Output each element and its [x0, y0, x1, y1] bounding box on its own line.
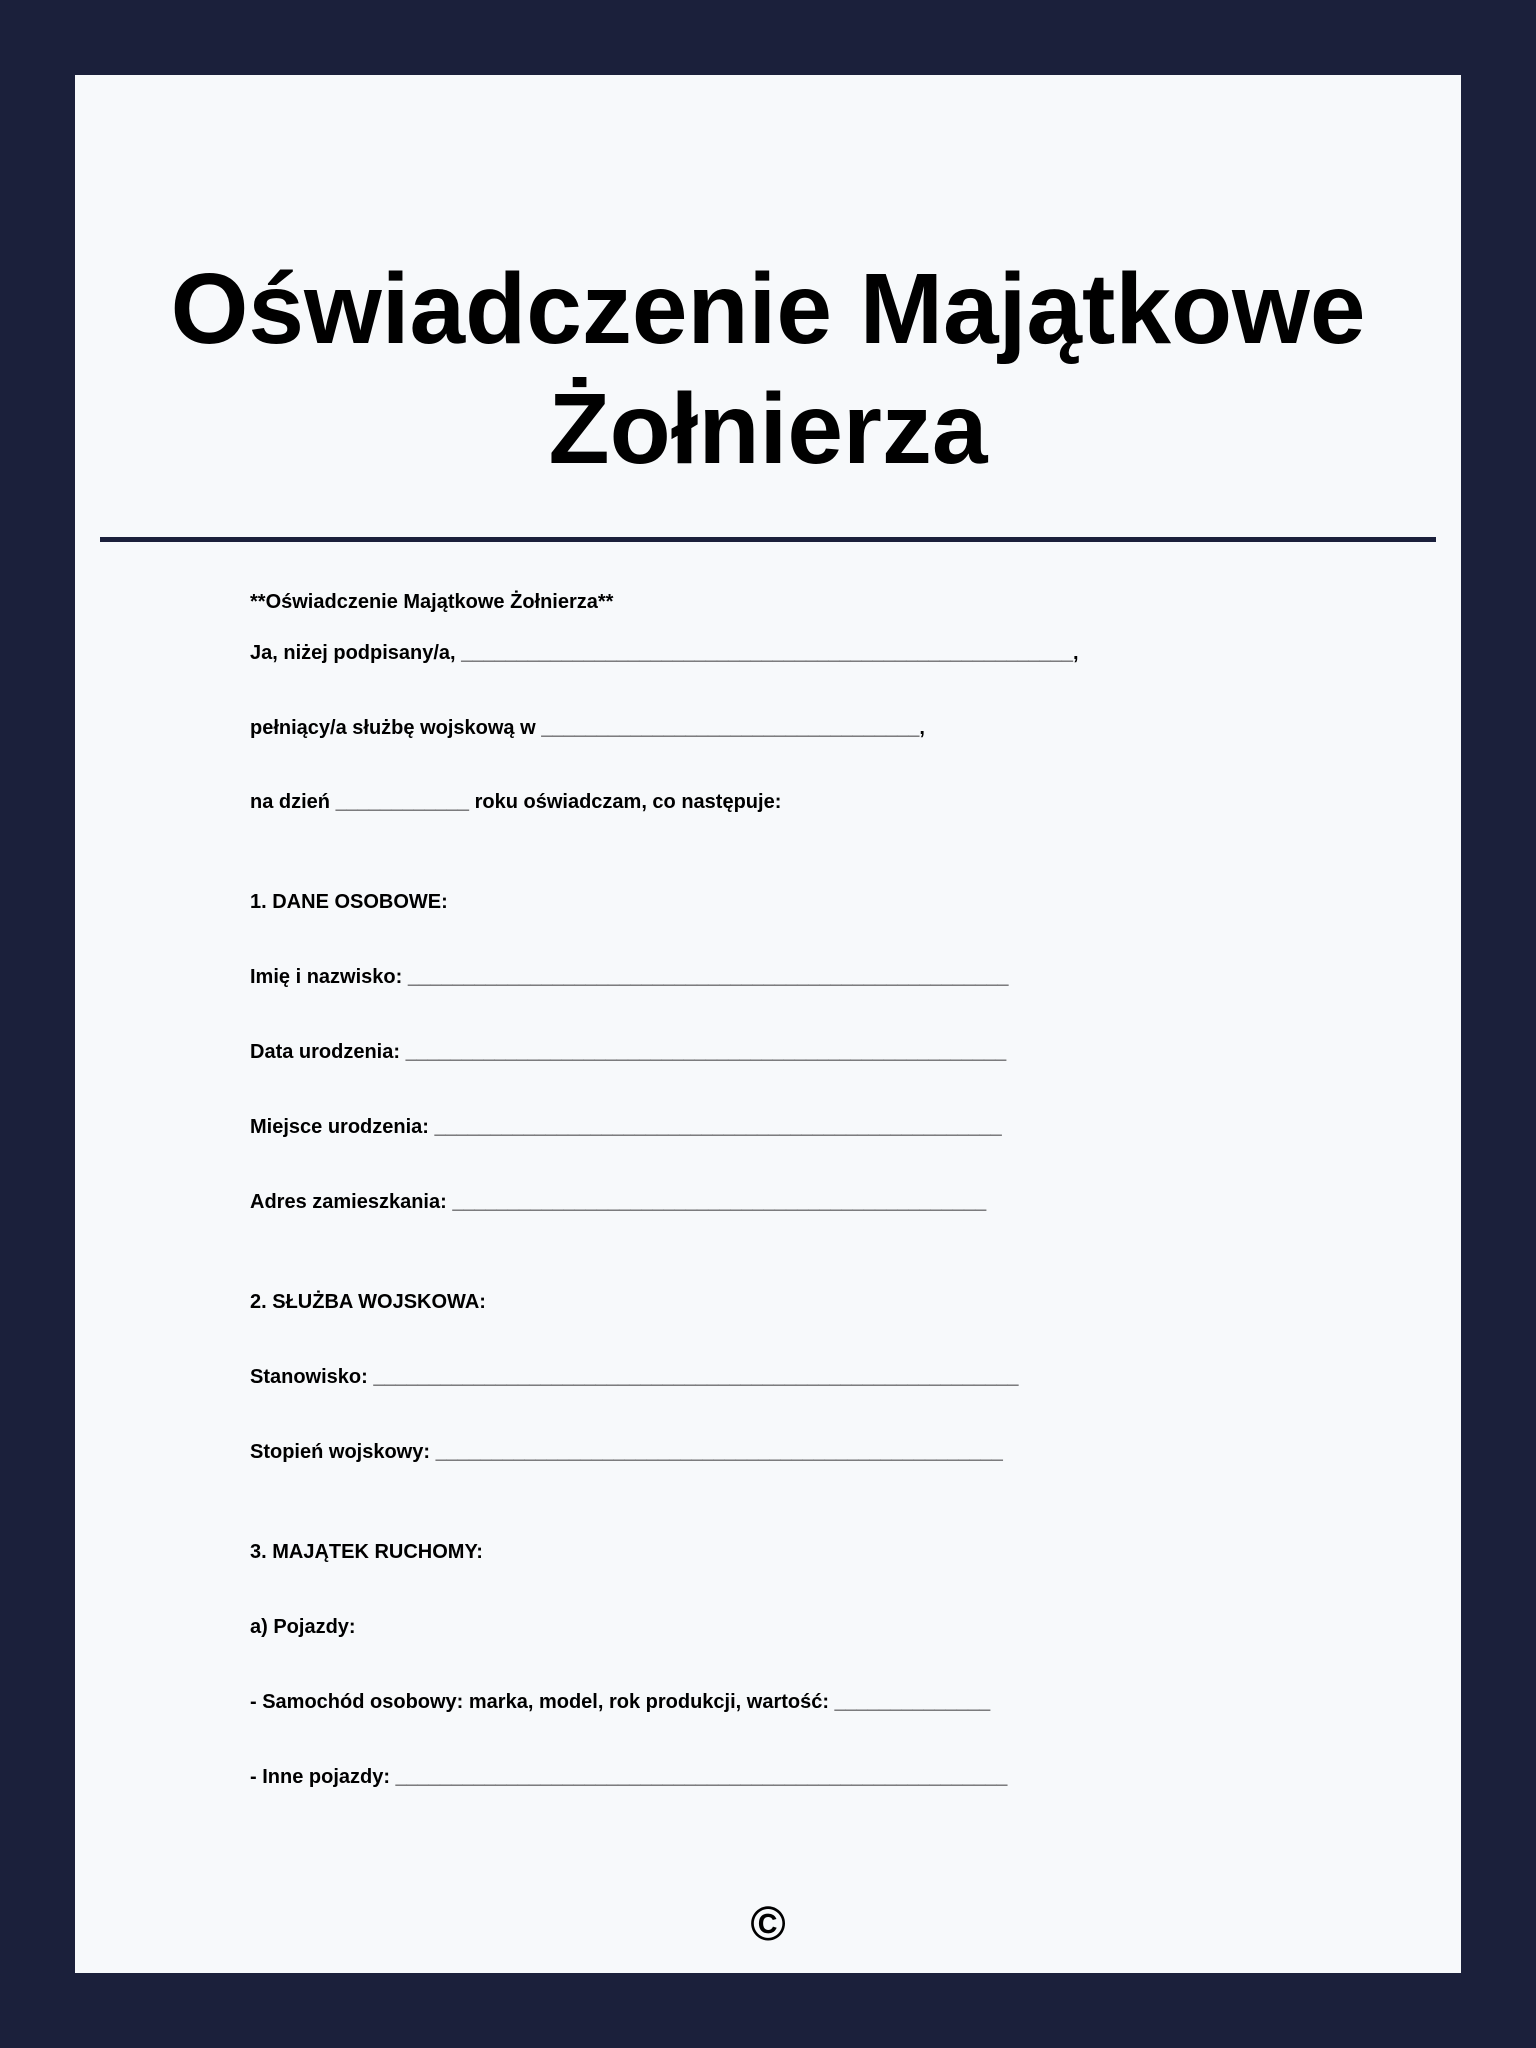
intro-date-line: na dzień ____________ roku oświadczam, co następuje:: [250, 791, 782, 813]
field-birth-date: Data urodzenia: ______________________________________________________: [250, 1041, 1007, 1063]
section-heading-movable-property: 3. MAJĄTEK RUCHOMY:: [250, 1541, 483, 1563]
field-birth-place: Miejsce urodzenia: ___________________________________________________: [250, 1116, 1002, 1138]
section-heading-personal-data: 1. DANE OSOBOWE:: [250, 891, 448, 913]
field-address: Adres zamieszkania: ________________________________________________: [250, 1191, 987, 1213]
field-military-rank: Stopień wojskowy: ___________________________________________________: [250, 1441, 1003, 1463]
field-passenger-car: - Samochód osobowy: marka, model, rok produkcji, wartość: ______________: [250, 1691, 991, 1713]
subsection-vehicles: a) Pojazdy:: [250, 1616, 356, 1638]
field-position: Stanowisko: __________________________________________________________: [250, 1366, 1019, 1388]
field-other-vehicles: - Inne pojazdy: _______________________________________________________: [250, 1766, 1008, 1788]
intro-service-line: pełniący/a służbę wojskową w __________________________________,: [250, 717, 925, 739]
title-divider: [100, 537, 1436, 542]
intro-signatory-line: Ja, niżej podpisany/a, _______________________________________________________,: [250, 642, 1079, 664]
document-heading: **Oświadczenie Majątkowe Żołnierza**: [250, 591, 614, 613]
field-full-name: Imię i nazwisko: ______________________________________________________: [250, 966, 1009, 988]
copyright-icon: ©: [750, 1898, 786, 1951]
document-title: Oświadczenie Majątkowe Żołnierza: [170, 253, 1366, 485]
section-heading-military-service: 2. SŁUŻBA WOJSKOWA:: [250, 1291, 486, 1313]
document-page: [75, 75, 1461, 1973]
